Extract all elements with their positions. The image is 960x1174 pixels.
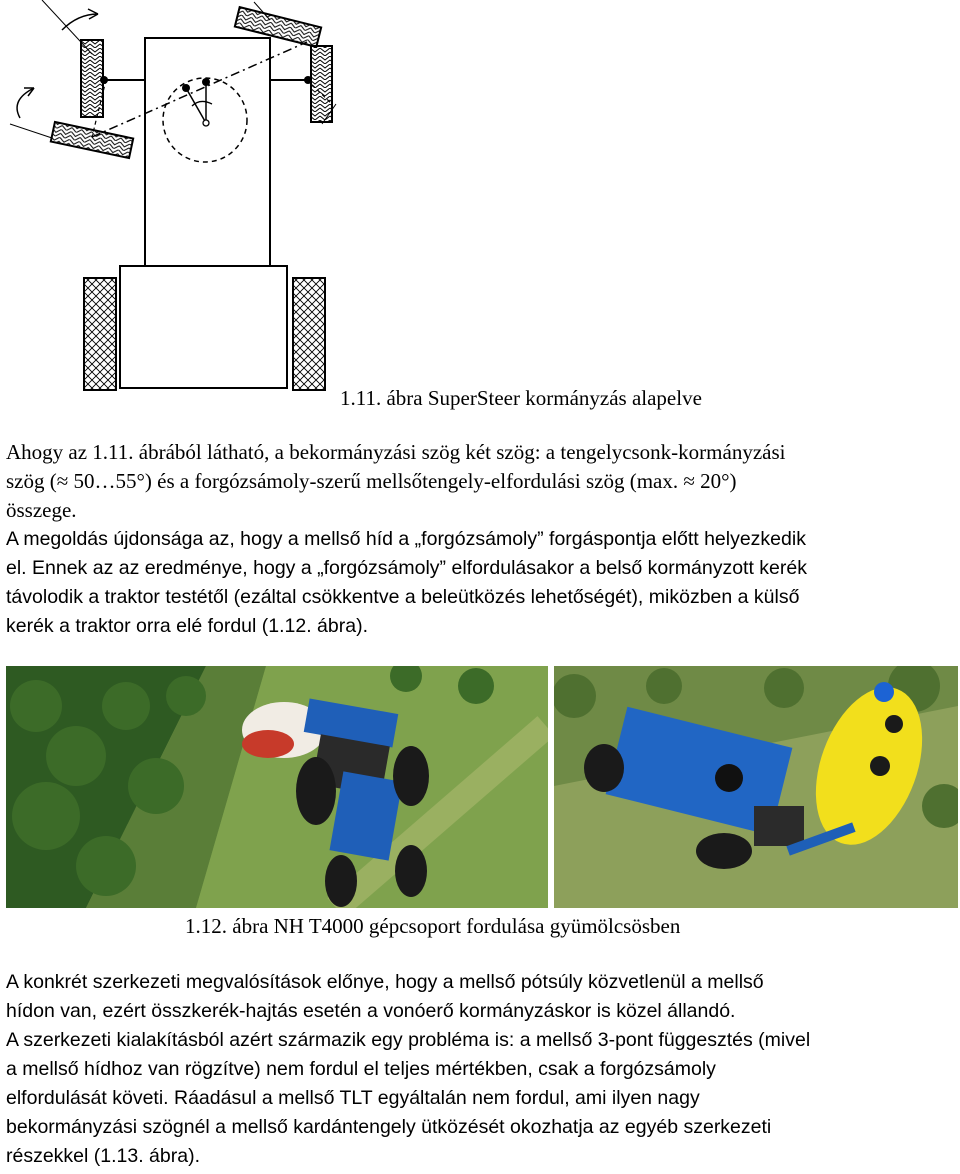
paragraph-line: A szerkezeti kialakításból azért származik egy probléma is: a mellső 3-pont függesztés (mivel [6,1029,811,1051]
paragraph-line: távolodik a traktor testétől (ezáltal csökkentve a beleütközés lehetőségét), miközben a külső [6,586,800,608]
rear-left-wheel [84,278,116,390]
photo-tractor-sprayer-top [554,666,958,908]
paragraph-line: hídon van, ezért összkerék-hajtás esetén a vonóerő kormányzáskor is közel állandó. [6,1000,736,1022]
photo-tractor-turning-orchard [6,666,548,908]
front-right-wheel [311,46,332,122]
tractor-rear-body [120,266,287,388]
figure-caption-1-12: 1.12. ábra NH T4000 gépcsoport fordulása gyümölcsösben [185,914,681,938]
paragraph-2 [6,968,958,1171]
tractor-front-body [145,38,270,266]
paragraph-line: szög (≈ 50…55°) és a forgózsámoly-szerű mellsőtengely-elfordulási szög (max. ≈ 20°) [6,469,737,493]
paragraph-line: A konkrét szerkezeti megvalósítások előnye, hogy a mellső pótsúly közvetlenül a mellső [6,971,764,993]
superSteer-diagram [0,0,360,400]
paragraph-line: kerék a traktor orra elé fordul (1.12. ábra). [6,615,368,637]
paragraph-line: elfordulását követi. Ráadásul a mellső TLT egyáltalán nem fordul, ami ilyen nagy [6,1087,700,1109]
paragraph-line: bekormányzási szögnél a mellső kardántengely ütközését okozhatja az egyéb szerkezeti [6,1116,772,1138]
steered-right-wheel [235,7,321,47]
paragraph-line: el. Ennek az az eredménye, hogy a „forgózsámoly” elfordulásakor a belső kormányzott kerék [6,557,807,579]
paragraph-line: Ahogy az 1.11. ábrából látható, a bekormányzási szög két szög: a tengelycsonk-kormányzási [6,440,786,464]
rear-right-wheel [293,278,325,390]
paragraph-line: a mellső hídhoz van rögzítve) nem fordul el teljes mértékben, csak a forgózsámoly [6,1058,716,1080]
paragraph-line: részekkel (1.13. ábra). [6,1145,201,1167]
figure-caption-1-11: 1.11. ábra SuperSteer kormányzás alapelve [340,386,702,410]
steered-left-wheel [51,122,133,158]
paragraph-line: A megoldás újdonsága az, hogy a mellső híd a „forgózsámoly” forgáspontja előtt helyezkedik [6,528,806,550]
paragraph-line: összege. [6,498,77,522]
front-left-wheel [81,40,103,117]
paragraph-1 [6,438,958,641]
